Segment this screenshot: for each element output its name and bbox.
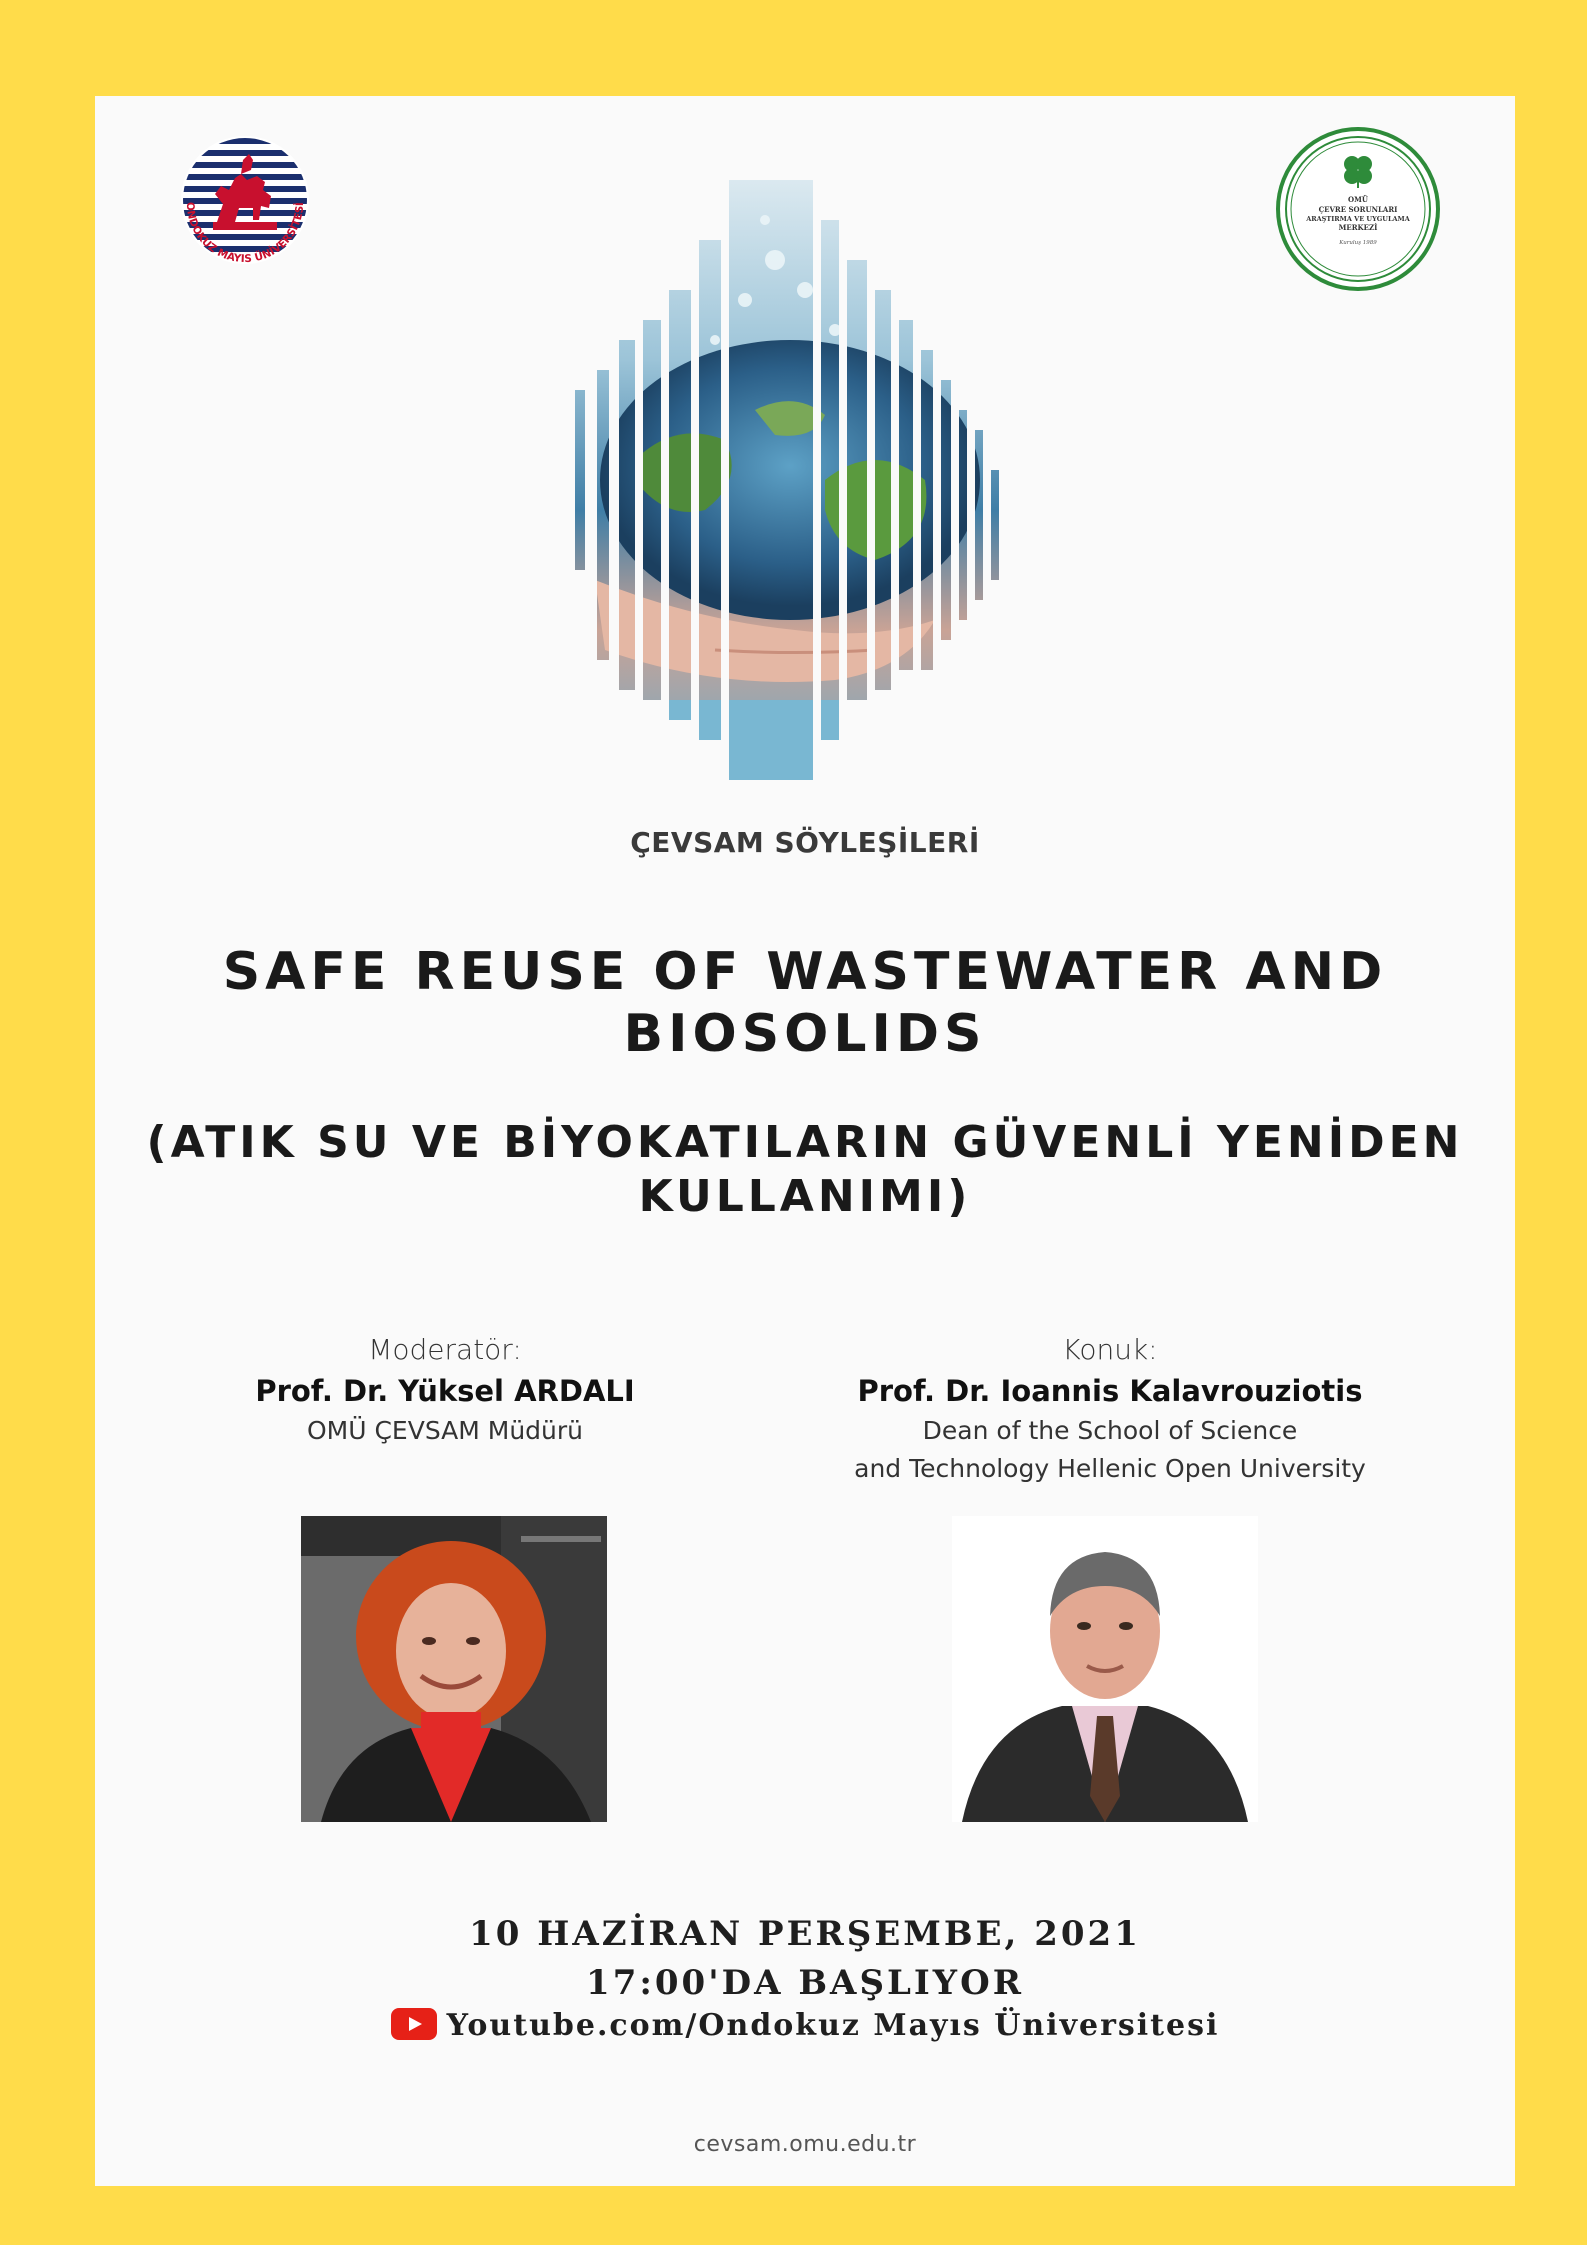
talk-title-tr [95, 1116, 1515, 1224]
center-logo-line2: ÇEVRE SORUNLARI [1318, 205, 1398, 214]
university-logo-text: ONDOKUZ MAYIS ÜNİVERSİTESİ [183, 201, 307, 266]
moderator-affiliation: OMÜ ÇEVSAM Müdürü [306, 1416, 584, 1445]
center-logo-line3: ARAŞTIRMA VE UYGULAMA [1306, 215, 1410, 223]
poster [95, 96, 1515, 2186]
youtube-icon [391, 2008, 437, 2040]
moderator-role: Moderatör: [368, 1333, 522, 1366]
talk-title-en-line1: SAFE REUSE OF WASTEWATER AND [222, 942, 1388, 1002]
university-logo [165, 124, 325, 284]
stream-link[interactable] [95, 2008, 1515, 2043]
talk-title-tr-line1: (ATIK SU VE BİYOKATILARIN GÜVENLİ YENİDEN [146, 1117, 1464, 1168]
event-date: 10 HAZİRAN PERŞEMBE, 2021 [469, 1914, 1141, 1954]
event-time: 17:00'DA BAŞLIYOR [586, 1963, 1024, 2003]
moderator-name: Prof. Dr. Yüksel ARDALI [255, 1374, 635, 1408]
center-logo-line4: MERKEZİ [1338, 223, 1378, 232]
guest-role: Konuk: [1062, 1333, 1158, 1366]
stream-link-text: Youtube.com/Ondokuz Mayıs Üniversitesi [446, 2008, 1220, 2043]
website-url[interactable]: cevsam.omu.edu.tr [693, 2132, 917, 2157]
guest-name: Prof. Dr. Ioannis Kalavrouziotis [857, 1374, 1363, 1408]
center-logo-line1: OMÜ [1348, 195, 1368, 204]
moderator-photo [301, 1516, 607, 1822]
talk-title-en [95, 941, 1515, 1065]
series-title: ÇEVSAM SÖYLEŞİLERİ [630, 826, 980, 859]
guest-photo [952, 1516, 1258, 1822]
talk-title-en-line2: BIOSOLIDS [623, 1004, 987, 1064]
moderator-block [225, 1330, 665, 1450]
guest-affiliation-line2: and Technology Hellenic Open University [854, 1454, 1366, 1483]
center-logo-est: Kuruluş 1989 [1339, 240, 1377, 246]
center-logo [1275, 126, 1441, 292]
guest-block [800, 1330, 1420, 1488]
guest-affiliation-line1: Dean of the School of Science [922, 1416, 1298, 1445]
talk-title-tr-line2: KULLANIMI) [638, 1171, 972, 1222]
hero-globe-image [575, 180, 1011, 780]
